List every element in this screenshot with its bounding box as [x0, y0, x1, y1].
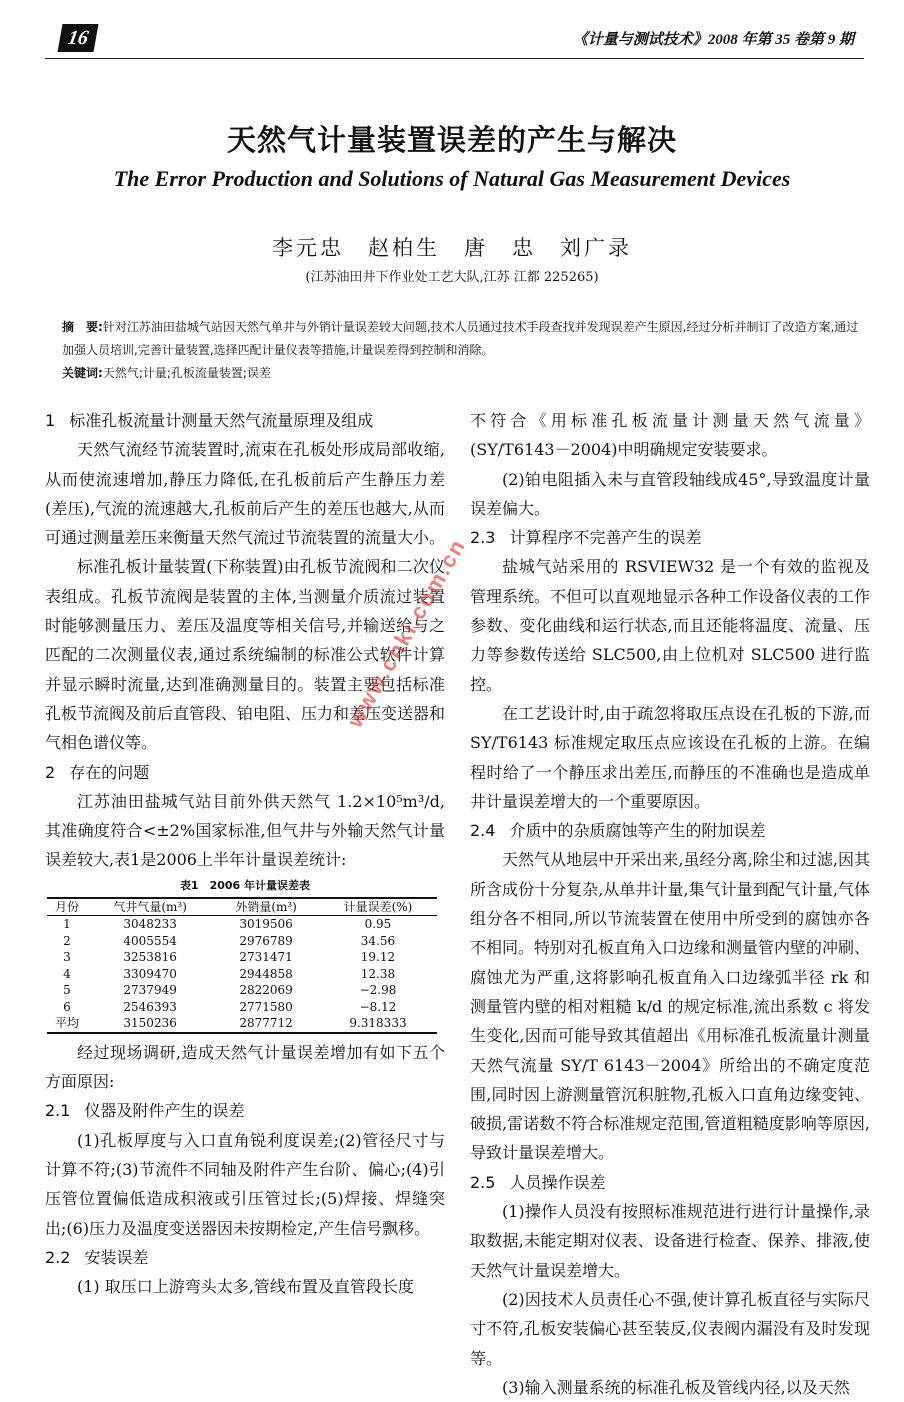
table-cell: 3048233	[123, 917, 177, 932]
title-english: The Error Production and Solutions of Natural Gas Measurement Devices	[113, 166, 791, 191]
right-column	[470, 406, 870, 1402]
table-cell: 2	[63, 933, 71, 948]
table-cell: 3150236	[123, 1016, 177, 1031]
affiliation: (江苏油田井下作业处工艺大队,江苏 江都 225265)	[305, 270, 599, 285]
table-row	[47, 966, 437, 983]
paragraph: 经过现场调研,造成天然气计量误差增加有如下五个方面原因:	[45, 1042, 445, 1092]
paragraph: (1)孔板厚度与入口直角锐利度误差;(2)管径尺寸与计算不符;(3)节流件不同轴及附件产生台阶、偏心;(4)引压管位置偏低造成积液或引压管过长;(5)焊接、焊缝突出;(6)压力及温度变送器因未按期检定,产生信号飘移。	[45, 1130, 445, 1238]
table-cell: 4005554	[123, 933, 177, 948]
table-cell: 19.12	[360, 950, 396, 965]
section-heading: 2.1 仪器及附件产生的误差	[45, 1101, 245, 1121]
paragraph: 标准孔板计量装置(下称装置)由孔板节流阀和二次仪表组成。孔板节流阀是装置的主体,当测量介质流过装置时能够测量压力、差压及温度等相关信号,并输送给与之匹配的二次测量仪表,通过系统编制的标准公式软件计算并显示瞬时流量,达到准确测量目的。装置主要包括标准孔板节流阀及前后直管段、铂电阻、压力和差压变送器和气相色谱仪等。	[45, 557, 446, 753]
keywords-label: 关键词:	[62, 366, 103, 380]
table-cell: 34.56	[360, 933, 396, 948]
abstract-text: 针对江苏油田盐城气站因天然气单井与外销计量误差较大问题,技术人员通过技术手段查找并发现误差产生原因,经过分析并制订了改造方案,通过加强人员培训,完善计量装置,选择匹配计量仪表等措施,计量误差得到控制和消除。	[62, 320, 859, 357]
watermark: www.cnki.com.cn	[342, 533, 471, 732]
table-cell: 2737949	[123, 983, 177, 998]
table-cell: 3	[63, 950, 71, 965]
table-row	[47, 933, 437, 950]
paragraph: (1)操作人员没有按照标准规范进行进行计量操作,录取数据,未能定期对仪表、设备进行检查、保养、排液,使天然气计量误差增大。	[470, 1202, 870, 1280]
left-column	[45, 406, 445, 1301]
table-cell: 2731471	[239, 950, 293, 965]
table-cell: 2944858	[239, 966, 293, 981]
table-cell: 2771580	[239, 999, 293, 1014]
title-chinese: 天然气计量装置误差的产生与解决	[226, 123, 677, 157]
paragraph: (3)输入测量系统的标准孔板及管线内径,以及天然	[502, 1377, 850, 1397]
table-caption: 表1 2006 年计量误差表	[179, 878, 311, 892]
table-cell: 12.38	[360, 966, 396, 981]
table-cell: 3309470	[123, 966, 177, 981]
paragraph: (2)因技术人员责任心不强,使计算孔板直径与实际尺寸不符,孔板安装偏心甚至装反,仪表阀内漏没有及时发现等。	[470, 1289, 870, 1368]
table-cell: 平均	[54, 1016, 79, 1031]
error-table	[47, 897, 437, 1034]
table-cell: 2976789	[239, 933, 293, 948]
section-heading: 2.2 安装误差	[45, 1247, 149, 1267]
table-cell: 2546393	[123, 999, 177, 1014]
abstract-label: 摘 要:	[62, 320, 103, 334]
table-row	[47, 999, 437, 1016]
paragraph: (2)铂电阻插入未与直管段轴线成45°,导致温度计量误差偏大。	[470, 469, 870, 518]
table-row	[47, 982, 437, 999]
table-cell: 4	[63, 966, 71, 981]
table-cell: 6	[63, 999, 71, 1014]
page-number: 16	[58, 24, 99, 52]
table-header-row: 月份 气井气量(m³) 外销量(m³) 计量误差(%)	[47, 898, 437, 916]
table-cell: 2822069	[239, 983, 293, 998]
section-heading: 1 标准孔板流量计测量天然气流量原理及组成	[45, 411, 374, 430]
table-cell: 3019506	[239, 917, 293, 932]
table-cell: 5	[63, 983, 71, 998]
table-row	[47, 949, 437, 966]
header-rule	[45, 58, 864, 59]
authors: 李元忠 赵柏生 唐 忠 刘广录	[272, 236, 632, 260]
journal-header: 《计量与测试技术》2008 年第 35 卷第 9 期	[572, 32, 854, 48]
section-heading: 2 存在的问题	[45, 762, 150, 782]
table-cell: 3253816	[123, 950, 177, 965]
table-row	[47, 1015, 437, 1033]
paragraph: 天然气从地层中开采出来,虽经分离,除尘和过滤,因其所含成份十分复杂,从单井计量,集气计量到配气计量,气体组分各不相同,所以节流装置在使用中所受到的腐蚀亦各不相同。特别对孔板直角入口边缘和测量管内壁的冲刷、腐蚀尤为严重,这将影响孔板直角入口边缘弧半径 rk 和测量管内壁的相对粗糙 k/d 的规定标准,流出系数 c 将发生变化,因而可能导致其值超出《用标准孔板流量计测量天然气流量 SY/T 6143－2004》所给出的不确定度范围,同时因上游测量管沉积脏物,孔板入口直角边缘变钝、破损,雷诺数不符合标准规定范围,管道粗糙度影响等原因,导致计量误差增大。	[470, 850, 871, 1163]
section-heading: 2.5 人员操作误差	[470, 1172, 606, 1192]
table-cell: 9.318333	[349, 1016, 407, 1031]
table-cell: 1	[63, 917, 71, 932]
keywords: 天然气;计量;孔板流量装置;误差	[102, 366, 271, 380]
section-heading: 2.3 计算程序不完善产生的误差	[470, 528, 702, 548]
abstract	[62, 316, 862, 385]
table-cell: −8.12	[359, 999, 397, 1014]
section-heading: 2.4 介质中的杂质腐蚀等产生的附加误差	[470, 821, 766, 841]
paragraph: (1) 取压口上游弯头太多,管线布置及直管段长度	[77, 1277, 414, 1297]
table-cell: 2877712	[239, 1016, 293, 1031]
paragraph: 不符合《用标准孔板流量计测量天然气流量》(SY/T6143－2004)中明确规定安装要求。	[470, 411, 870, 460]
paragraph: 盐城气站采用的 RSVIEW32 是一个有效的监视及管理系统。不但可以直观地显示各种工作设备仪表的工作参数、变化曲线和运行状态,而且还能将温度、流量、压力等参数传送给 SLC500,由上位机对 SLC500 进行监控。	[470, 557, 871, 694]
table-cell: −2.98	[359, 983, 397, 998]
paragraph: 在工艺设计时,由于疏忽将取压点设在孔板的下游,而 SY/T6143 标准规定取压点应该设在孔板的上游。在编程时给了一个静压求出差压,而静压的不准确也是造成单井计量误差增大的一个重要原因。	[470, 703, 870, 811]
paragraph: 江苏油田盐城气站目前外供天然气 1.2×10⁵m³/d,其准确度符合<±2%国家标准,但气井与外输天然气计量误差较大,表1是2006上半年计量误差统计:	[45, 791, 445, 870]
table-cell: 0.95	[364, 917, 392, 932]
table-row	[47, 916, 437, 933]
paragraph: 天然气流经节流装置时,流束在孔板处形成局部收缩,从而使流速增加,静压力降低,在孔板前后产生静压力差(差压),气流的流速越大,孔板前后产生的差压也越大,从而可通过测量差压来衡量天然气流过节流装置的流量大小。	[45, 440, 446, 548]
